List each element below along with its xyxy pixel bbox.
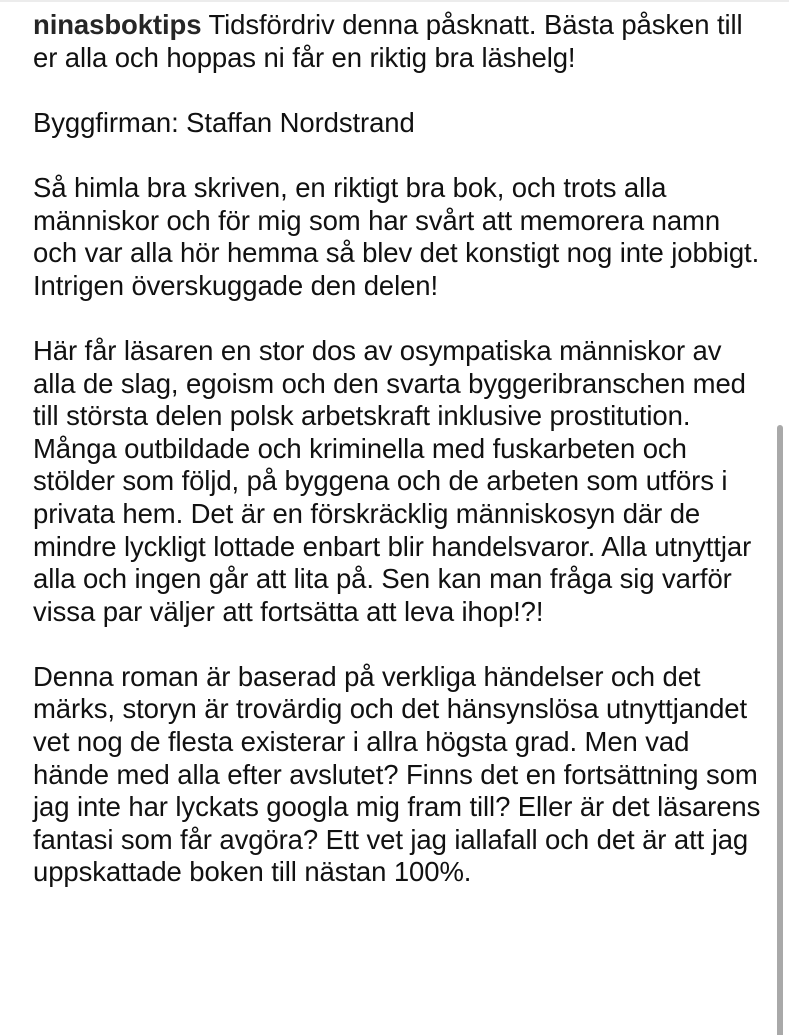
caption-paragraph: Så himla bra skriven, en riktigt bra bok, och trots alla människor och för mig som har svårt att memorera namn och var alla hör hemma så blev det konstigt nog inte jobbigt. Intrigen överskuggade den delen!: [33, 171, 760, 301]
scrollbar-thumb[interactable]: [777, 425, 783, 1035]
caption-intro: [33, 9, 761, 74]
caption-paragraph: Denna roman är baserad på verkliga händelser och det märks, storyn är trovärdig och det hänsynslösa utnyttjandet vet nog de flesta existerar i allra högsta grad. Men vad hände med alla efter avslutet? Finns det en fortsättning som jag inte har lyckats googla mig fram till? Eller är det läsarens fantasi som får avgöra? Ett vet jag iallafall och det är att jag uppskattade boken till nästan 100%.: [33, 660, 761, 888]
username-link[interactable]: ninasboktips: [33, 9, 202, 40]
caption-paragraph: Här får läsaren en stor dos av osympatiska människor av alla de slag, egoism och den svarta byggeribranschen med till största delen polsk arbetskraft inklusive prostitution. Många outbildade och kriminella med fuskarbeten och stölder som följd, på byggena och de arbeten som utförs i privata hem. Det är en förskräcklig människosyn där de mindre lyckligt lottade enbart blir handelsvaror. Alla utnyttjar alla och ingen går att lita på. Sen kan man fråga sig varför vissa par väljer att fortsätta att leva ihop!?!: [33, 334, 752, 627]
post-caption: [33, 9, 761, 922]
top-divider: [0, 0, 789, 2]
caption-first-line: Tidsfördriv denna påsknatt. Bästa påsken till er alla och hoppas ni får en riktig bra läshelg!: [33, 9, 743, 73]
caption-paragraph-book-title: Byggfirman: Staffan Nordstrand: [33, 106, 415, 138]
